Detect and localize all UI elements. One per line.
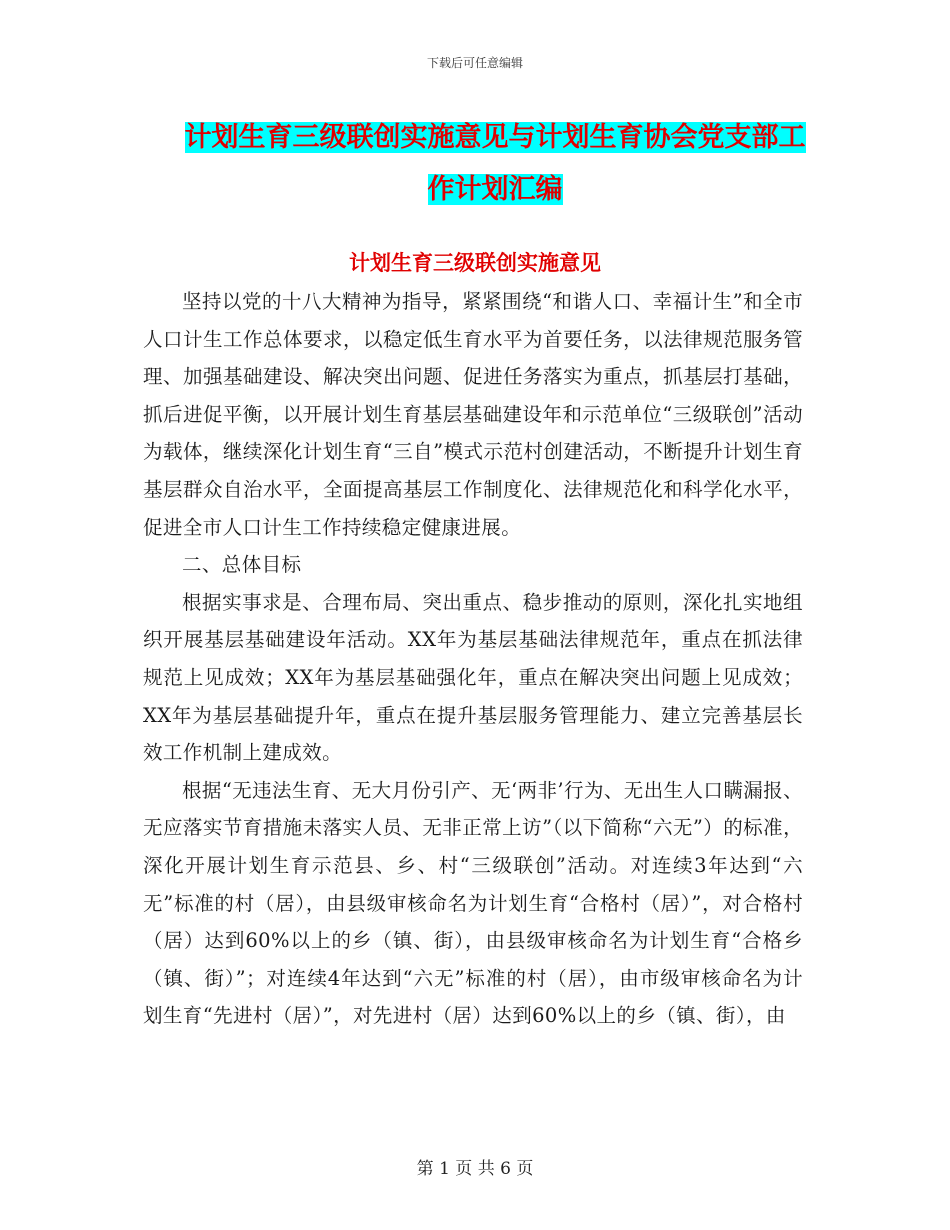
section-title: 计划生育三级联创实施意见 (349, 251, 601, 275)
document-title-line-1: 计划生育三级联创实施意见与计划生育协会党支部工 (184, 122, 806, 153)
page-number: 第 1 页 共 6 页 (416, 1159, 534, 1179)
document-title-line-2: 作计划汇编 (427, 174, 563, 205)
document-body (143, 283, 803, 1035)
paragraph-principles: 根据实事求是、合理布局、突出重点、稳步推动的原则，深化扎实地组织开展基层基础建设年活动。XX年为基层基础法律规范年，重点在抓法律规范上见成效；XX年为基层基础强化年，重点在解决突出问题上见成效；XX年为基层基础提升年，重点在提升基层服务管理能力、建立完善基层长效工作机制上建成效。 (143, 590, 803, 765)
paragraph-six-no-standard: 根据“无违法生育、无大月份引产、无‘两非’行为、无出生人口瞒漏报、无应落实节育措施未落实人员、无非正常上访”（以下简称“六无”）的标准，深化开展计划生育示范县、乡、村“三级联创”活动。对连续3年达到“六无”标准的村（居），由县级审核命名为计划生育“合格村（居）”，对合格村（居）达到60%以上的乡（镇、街），由县级审核命名为计划生育“合格乡（镇、街）”；对连续4年达到“六无”标准的村（居），由市级审核命名为计划生育“先进村（居）”，对先进村（居）达到60%以上的乡（镇、街），由 (143, 778, 803, 1028)
paragraph-intro: 坚持以党的十八大精神为指导，紧紧围绕“和谐人口、幸福计生”和全市人口计生工作总体要求，以稳定低生育水平为首要任务，以法律规范服务管理、加强基础建设、解决突出问题、促进任务落实为重点，抓基层打基础，抓后进促平衡，以开展计划生育基层基础建设年和示范单位“三级联创”活动为载体，继续深化计划生育“三自”模式示范村创建活动，不断提升计划生育基层群众自治水平，全面提高基层工作制度化、法律规范化和科学化水平，促进全市人口计生工作持续稳定健康进展。 (143, 290, 803, 539)
header-note: 下载后可任意编辑 (426, 56, 523, 70)
subheading-overall-goal: 二、总体目标 (182, 553, 302, 577)
document-title (150, 112, 840, 216)
